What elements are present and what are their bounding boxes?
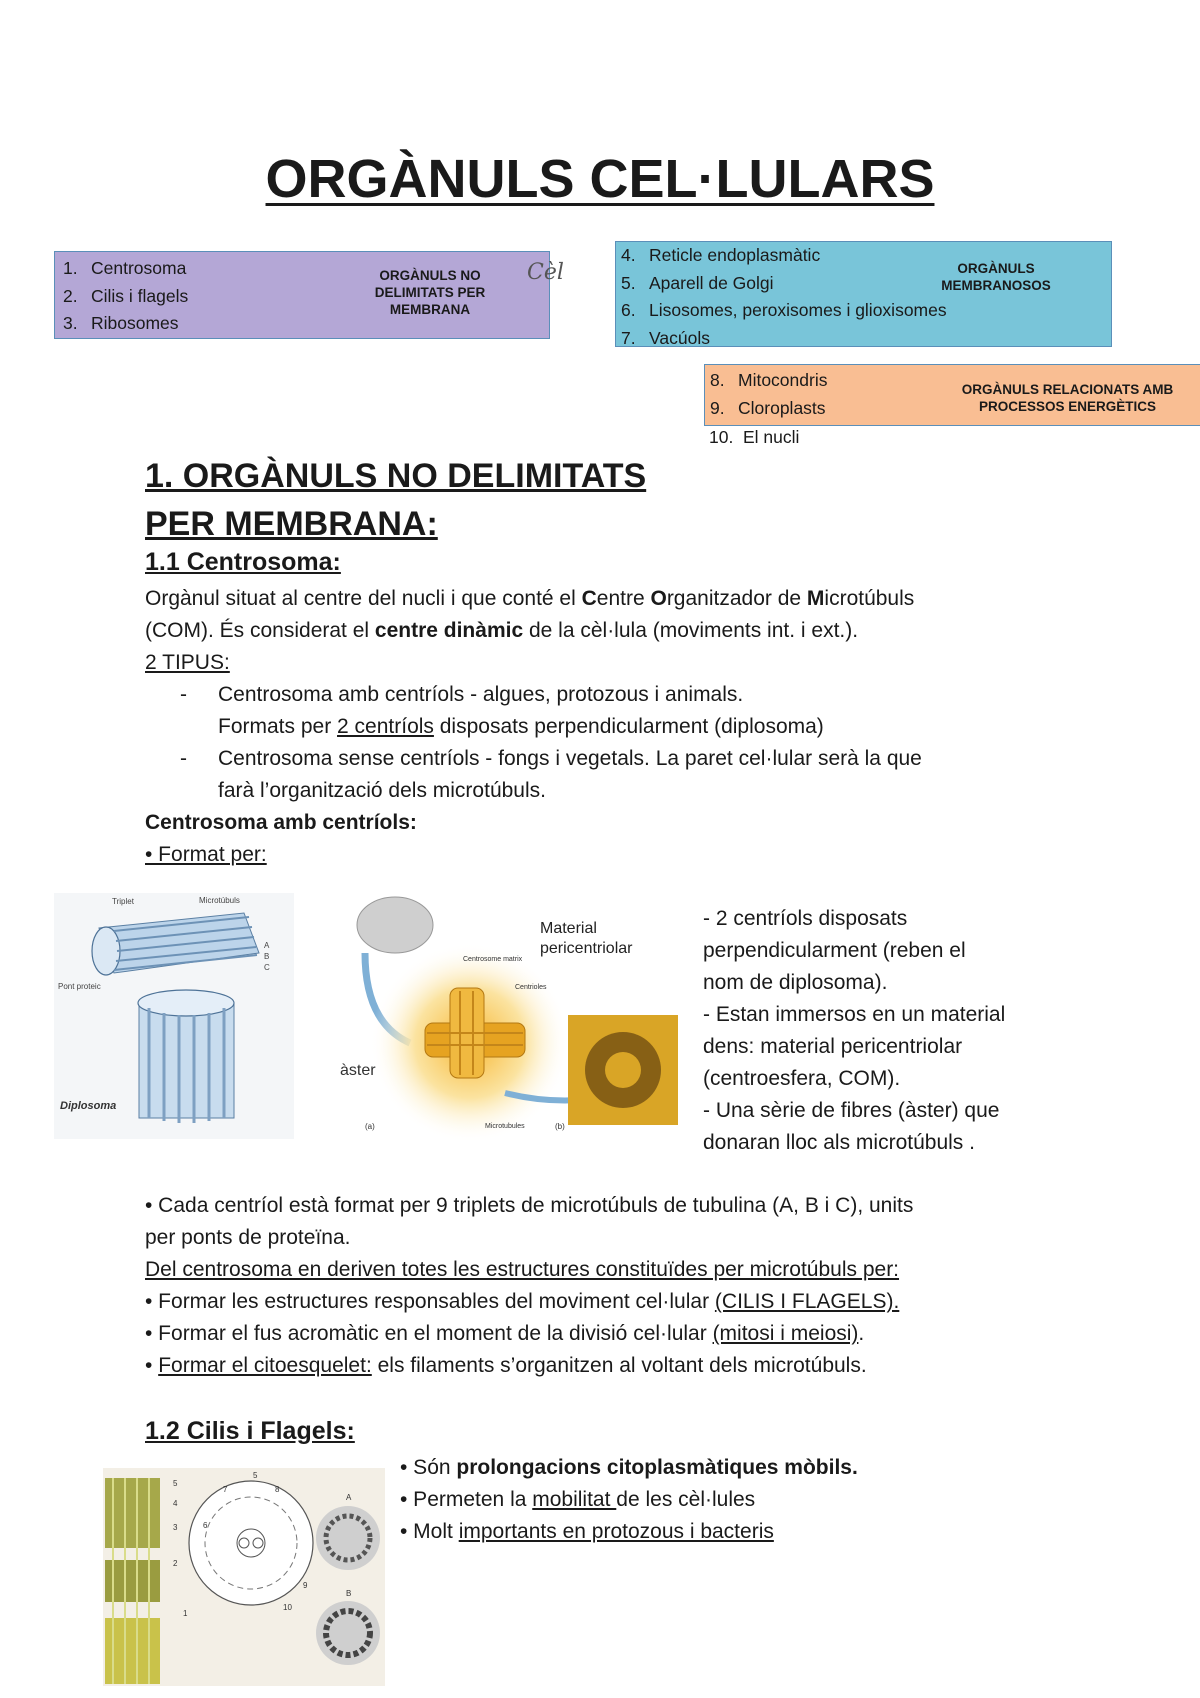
description-line: dens: material pericentriolar [703, 1035, 963, 1058]
format-label: • Format per: [145, 843, 267, 866]
list-item [180, 679, 1080, 743]
description-line: - Estan immersos en un material [703, 1003, 1006, 1026]
text-underlined: importants en protozous i bacteris [458, 1520, 774, 1543]
item-number: 8. [710, 370, 725, 390]
text: els filaments s’organitzen al voltant dels microtúbuls. [371, 1354, 867, 1377]
text: Centrosoma sense centríols - fongs i vegetals. La paret cel·lular serà la que [218, 747, 922, 770]
item-number: 4. [621, 245, 636, 265]
section-heading-line: 1. ORGÀNULS NO DELIMITATS [145, 457, 647, 495]
text-bold: C [581, 587, 597, 610]
text: • Permeten la [400, 1488, 533, 1511]
list-item [180, 743, 1080, 807]
cilis-bullets [400, 1452, 1100, 1548]
text: Formats per [218, 715, 338, 738]
label-number: 7 [223, 1485, 228, 1494]
label-material: Material [540, 920, 597, 937]
text-bold: prolongacions citoplasmàtiques mòbils. [456, 1456, 858, 1479]
category-label: ORGÀNULS MEMBRANOSOS [941, 261, 1051, 293]
text-underlined: Formar el citoesquelet: [158, 1354, 372, 1377]
bullet-item [400, 1452, 1100, 1484]
section-heading-line: PER MEMBRANA: [145, 505, 438, 543]
item-label: El nucli [743, 427, 800, 447]
item-number: 6. [621, 300, 636, 320]
intro-line [145, 583, 1085, 615]
centrioles-subheading-block [145, 807, 1085, 871]
text-bold: M [806, 587, 825, 610]
text-line [145, 1286, 1085, 1318]
text-underlined: mobilitat [532, 1488, 617, 1511]
description-line: perpendicularment (reben el [703, 939, 966, 962]
text: entre [596, 587, 651, 610]
cell-illustration [357, 897, 433, 953]
description-line: donaran lloc als microtúbuls . [703, 1131, 975, 1154]
centrosoma-intro [145, 583, 1085, 679]
centriole-diagram [54, 893, 294, 1139]
centrosome-aster-diagram [335, 893, 680, 1143]
axoneme-cross-section [189, 1481, 313, 1605]
text: • Formar les estructures responsables del moviment cel·lular [145, 1290, 715, 1313]
text-line [145, 1350, 1085, 1382]
intro-line [145, 615, 1085, 647]
item-label: Cilis i flagels [91, 285, 189, 306]
list-item [621, 325, 1111, 353]
text-line: • Cada centríol està format per 9 triplets de microtúbuls de tubulina (A, B i C), units [145, 1194, 914, 1217]
list-item [621, 297, 1111, 325]
label-b: B [264, 952, 270, 961]
item-label: Aparell de Golgi [649, 272, 774, 293]
micrograph-lumen [605, 1052, 641, 1088]
label-number: 10 [283, 1603, 292, 1612]
label-number: 4 [173, 1499, 178, 1508]
category-label: ORGÀNULS NO DELIMITATS PER MEMBRANA [374, 268, 486, 317]
types-label: 2 TIPUS: [145, 651, 230, 674]
text-line-underlined: Del centrosoma en deriven totes les estructures constituïdes per microtúbuls per: [145, 1258, 900, 1281]
label-number: 8 [275, 1485, 280, 1494]
label-triplet: Triplet [112, 897, 134, 906]
centrioles-description [703, 903, 1083, 1159]
text: de la cèl·lula (moviments int. i ext.). [523, 619, 859, 642]
label-number: 5 [173, 1479, 178, 1488]
label-letter: B [346, 1589, 352, 1598]
text: icrotúbuls [824, 587, 915, 610]
text: rganitzador de [666, 587, 807, 610]
item-label: Vacúols [649, 327, 710, 348]
centriole-cylinder-bottom [138, 990, 234, 1123]
text: disposats perpendicularment (diplosoma) [433, 715, 824, 738]
text-line: per ponts de proteïna. [145, 1226, 351, 1249]
item-number: 3. [63, 313, 78, 333]
summary-box-no-membrane [54, 251, 550, 339]
item-label: Centrosoma [91, 258, 187, 278]
subsection-heading-cilis: 1.2 Cilis i Flagels: [145, 1417, 355, 1445]
text: . [858, 1322, 865, 1345]
description-line: - 2 centríols disposats [703, 907, 908, 930]
item-number: 10. [709, 427, 734, 447]
label-number: 2 [173, 1559, 178, 1568]
item-number: 2. [63, 285, 78, 306]
text [218, 711, 1080, 743]
label-aster: àster [340, 1062, 376, 1079]
text: • Són [400, 1456, 457, 1479]
text: • [145, 1354, 159, 1377]
label-protein-bridge: Pont proteic [58, 982, 101, 991]
centrosoma-functions [145, 1190, 1085, 1382]
text: farà l’organització dels microtúbuls. [218, 779, 546, 802]
text: de les cèl·lules [616, 1488, 756, 1511]
text-underlined: (mitosi i meiosi) [712, 1322, 859, 1345]
section-heading [145, 452, 646, 548]
text: • Formar el fus acromàtic en el moment de la divisió cel·lular [145, 1322, 713, 1345]
dash-bullet: - [180, 747, 187, 770]
label-number: 9 [303, 1581, 308, 1590]
item-number: 5. [621, 272, 636, 293]
summary-box-membranous [615, 241, 1112, 347]
page-title: ORGÀNULS CEL·LULARS [265, 149, 935, 209]
bullet-item [400, 1516, 1100, 1548]
label-microtubule: Microtúbuls [199, 896, 240, 905]
item-label: Cloroplasts [738, 397, 826, 418]
text: (COM). És considerat el [145, 619, 375, 642]
description-line: (centroesfera, COM). [703, 1067, 901, 1090]
label-number: 6 [203, 1521, 208, 1530]
label-number: 5 [253, 1471, 258, 1480]
text-line [145, 1318, 1085, 1350]
item-label: Lisosomes, peroxisomes i glioxisomes [649, 300, 947, 320]
micrograph-a [316, 1506, 380, 1570]
text-underlined: 2 centríols [337, 715, 434, 738]
description-line: nom de diplosoma). [703, 971, 888, 994]
summary-box-energy [704, 364, 1200, 426]
text-bold: centre dinàmic [374, 619, 524, 642]
types-list [180, 679, 1080, 807]
item-number: 7. [621, 327, 636, 348]
description-line: - Una sèrie de fibres (àster) que [703, 1099, 1000, 1122]
cilia-diagram [103, 1468, 385, 1686]
item-label: Reticle endoplasmàtic [649, 245, 821, 265]
list-item-nucleus [709, 424, 799, 451]
label-letter: A [346, 1493, 352, 1502]
label-panel-b: (b) [555, 1122, 565, 1131]
label-diplosoma: Diplosoma [60, 1100, 117, 1112]
text-bold: O [650, 587, 667, 610]
text: Centrosoma amb centríols - algues, protozous i animals. [218, 683, 744, 706]
subsection-heading-centrosoma: 1.1 Centrosoma: [145, 548, 341, 576]
text: • Molt [400, 1520, 459, 1543]
item-label: Mitocondris [738, 370, 828, 390]
category-label: ORGÀNULS RELACIONATS AMB PROCESSOS ENERGÈTICS [961, 382, 1174, 414]
label-number: 3 [173, 1523, 178, 1532]
axoneme-cylinder [105, 1478, 160, 1684]
centrioles-subheading: Centrosoma amb centríols: [145, 811, 417, 834]
label-microtubules: Microtubules [485, 1123, 525, 1130]
text-underlined: (CILIS I FLAGELS). [714, 1290, 900, 1313]
label-pericentriolar: pericentriolar [540, 940, 633, 957]
label-a: A [264, 941, 270, 950]
item-number: 1. [63, 258, 78, 278]
text: Orgànul situat al centre del nucli i que conté el [145, 587, 582, 610]
handwritten-note: Cèl [527, 260, 564, 285]
label-c: C [264, 963, 270, 972]
bullet-item [400, 1484, 1100, 1516]
item-label: Ribosomes [91, 313, 179, 333]
label-panel-a: (a) [365, 1122, 375, 1131]
label-centrosome-matrix: Centrosome matrix [463, 956, 523, 963]
organelle-list-membranous [621, 242, 1111, 352]
micrograph-b [316, 1601, 380, 1665]
label-centrioles: Centrioles [515, 984, 547, 991]
dash-bullet: - [180, 683, 187, 706]
label-number: 1 [183, 1609, 188, 1618]
item-number: 9. [710, 397, 725, 418]
